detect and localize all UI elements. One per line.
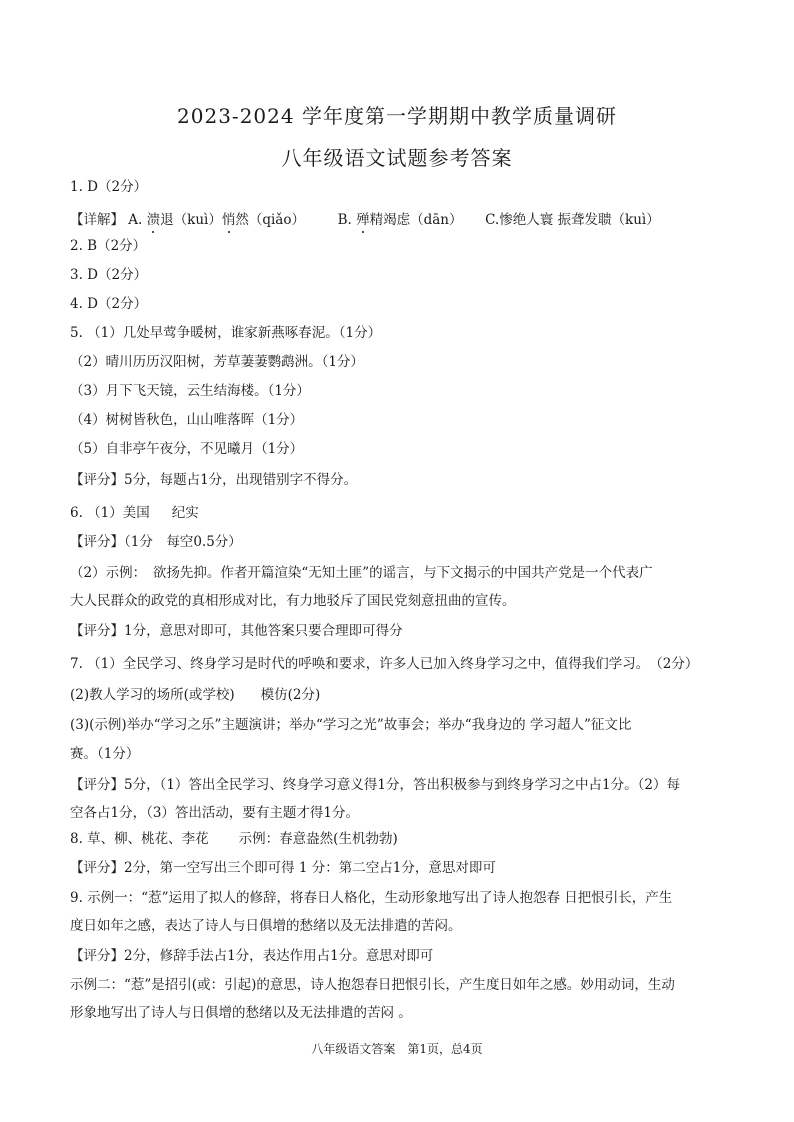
q5-line-2: （2）晴川历历汉阳树，芳草萋萋鹦鹉洲。（1分） [70,354,364,370]
q7-answer-imitate: 模仿(2分) [260,687,321,703]
page-subtitle: 八年级语文试题参考答案 [281,146,513,170]
q8-score: 【评分】2分，第一空写出三个即可得 1 分：第二空占1分，意思对即可 [70,860,496,876]
q3-answer: 3. D（2分） [70,267,148,283]
q1-detail-a-rest2: 然（qiǎo） [235,212,305,228]
q5-score: 【评分】5分，每题占1分，出现错别字不得分。 [70,472,358,488]
q1-detail [70,211,660,229]
q7-line-4: 赛。（1分） [70,746,140,762]
q4-answer: 4. D（2分） [70,296,148,312]
q6-answer-country: 6. （1）美国 [70,505,150,521]
q6-score-2: 【评分】1分，意思对即可，其他答案只要合理即可得分 [70,623,403,639]
q1-detail-a-dotted-char2: 悄 [221,212,236,228]
q8-line-1 [70,830,398,848]
q6-line-2: （2）示例： 欲扬先抑。作者开篇渲染“无知土匪”的谣言，与下文揭示的中国共产党是一个代表广 [70,565,653,581]
q2-answer: 2. B（2分） [70,238,147,254]
q9-line-1: 9. 示例一：“惹”运用了拟人的修辞，将春日人格化，生动形象地写出了诗人抱怨春 日把恨引长，产生 [70,890,673,906]
q9-line-2: 度日如年之感，表达了诗人与日俱增的愁绪以及无法排遣的苦闷。 [70,918,462,934]
q1-detail-b-prefix: B. [337,212,357,228]
q7-answer-place: (2)教人学习的场所(或学校) [70,687,235,703]
q9-line-3: 示例二：“惹”是招引(或：引起)的意思，诗人抱怨春日把恨引长，产生度日如年之感。妙用动词，生动 [70,977,675,993]
q1-detail-label: 【详解】 [70,212,124,228]
q5-line-3: （3）月下飞天镜，云生结海楼。（1分） [70,383,310,399]
q8-answer-plants: 8. 草、柳、桃花、李花 [70,831,209,847]
q1-detail-b-dotted-char: 殚 [356,212,370,228]
q7-line-2 [70,686,320,704]
q6-answer-genre: 纪实 [171,505,199,521]
page-title: 2023-2024 学年度第一学期期中教学质量调研 [177,104,617,128]
q1-answer: 1. D（2分） [70,179,148,195]
q1-detail-a-prefix: A. [128,212,147,228]
q7-score-2: 空各占1分，（3）答出活动，要有主题才得1分。 [70,805,360,821]
q1-detail-a-rest: 退（kuì） [160,212,222,228]
q8-answer-example: 示例：春意盎然(生机勃勃) [238,831,398,847]
q1-detail-a-dotted-char: 溃 [146,212,161,228]
q6-line-1 [70,504,199,522]
q5-line-5: （5）自非亭午夜分，不见曦月（1分） [70,441,304,457]
q7-line-3: (3)(示例)举办“学习之乐”主题演讲；举办“学习之光”故事会；举办“我身边的 学习超人”征文比 [70,717,632,733]
q5-line-1: 5. （1）几处早莺争暖树，谁家新燕啄春泥。（1分） [70,325,382,341]
q7-line-1: 7. （1）全民学习、终身学习是时代的呼唤和要求，许多人已加入终身学习之中，值得我们学习。 （2分） [70,656,699,672]
q1-detail-b-rest: 精竭虑（dān） [369,212,463,228]
q9-score: 【评分】2分，修辞手法占1分，表达作用占1分。意思对即可 [70,948,434,964]
q5-line-4: （4）树树皆秋色，山山唯落晖（1分） [70,412,304,428]
q9-line-4: 形象地写出了诗人与日俱增的愁绪以及无法排遣的苦闷 。 [70,1005,412,1021]
q6-score-1: 【评分】（1分 每空0.5分） [70,534,242,550]
q6-line-3: 大人民群众的政党的真相形成对比，有力地驳斥了国民党刻意扭曲的宣传。 [70,593,516,609]
q7-score-1: 【评分】5分，（1）答出全民学习、终身学习意义得1分，答出积极参与到终身学习之中占1分。（2）每 [70,777,680,793]
q1-detail-c: C.惨绝人寰 振聋发聩（kuì） [485,212,660,228]
page-footer: 八年级语文答案 第1页，总4页 [311,1042,483,1056]
